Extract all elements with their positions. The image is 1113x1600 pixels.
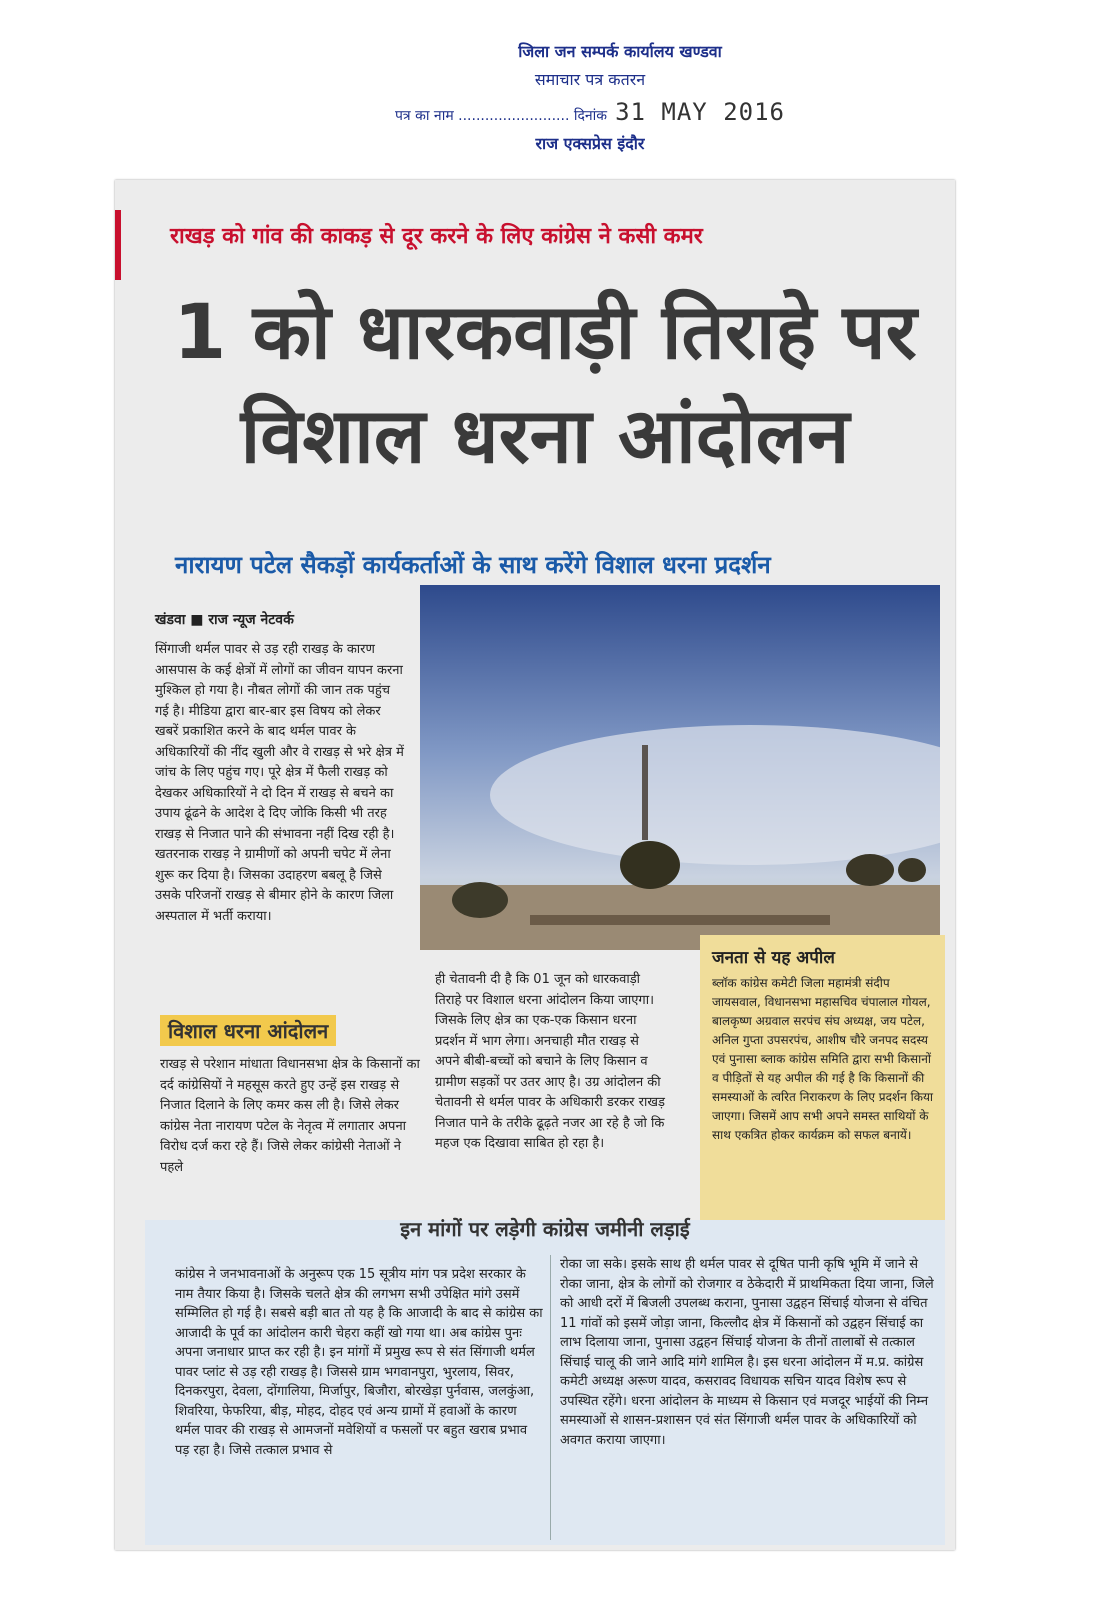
red-accent-bar — [115, 210, 121, 280]
headline-line-1: 1 को धारकवाड़ी तिराहे पर — [173, 287, 917, 376]
press-clipping-stamp — [360, 40, 820, 154]
thermal-plant-photo — [420, 585, 940, 950]
appeal-box — [700, 935, 945, 1235]
article-headline — [150, 280, 940, 488]
demands-column-2: रोका जा सके। इसके साथ ही थर्मल पावर से दूषित पानी कृषि भूमि में जाने से रोका जाना, क्षेत्र के लोगों को रोजगार व ठेकेदारी में प्राथमिकता दिया जाना, जिले को आधी दरों में बिजली उपलब्ध कराना, पुनासा उद्वहन सिंचाई योजना से वंचित 11 गांवों को इसमें जोड़ा जाना, किल्लौद क्षेत्र में किसानों को उद्वहन सिंचाई का लाभ दिलाया जाना, पुनासा उद्वहन सिंचाई योजना के तीनों तालाबों से तत्काल सिंचाई चालू की जाने आदि मांगे शामिल है। इस धरना आंदोलन में म.प्र. कांग्रेस कमेटी अध्यक्ष अरूण यादव, कसरावद विधायक सचिन यादव विशेष रूप से उपस्थित रहेंगे। धरना आंदोलन के माध्यम से किसान एवं मजदूर भाईयों की निम्न समस्याओं से शासन-प्रशासन एवं संत सिंगाजी थर्मल पावर के अधिकारियों को अवगत कराया जाएगा। — [560, 1257, 934, 1448]
demands-box — [145, 1217, 945, 1545]
article-column-3: राखड़ से परेशान मांधाता विधानसभा क्षेत्र के किसानों का दर्द कांग्रेसियों ने महसूस करते हुए उन्हें इस राखड़ से निजात दिलाने के लिए कमर कस ली है। जिसे लेकर कांग्रेस नेता नारायण पटेल के नेतृत्व में लगातार अपना विरोध दर्ज करा रहे हैं। जिसे लेकर कांग्रेसी नेताओं ने पहले — [160, 1057, 420, 1175]
newspaper-clipping — [115, 180, 955, 1550]
stamp-paper-name-label: पत्र का नाम ......................... दिनांक — [394, 108, 608, 124]
stamp-date: 31 MAY 2016 — [615, 98, 786, 126]
article-byline: खंडवा ■ राज न्यूज नेटवर्क — [155, 612, 294, 628]
stamp-paper: राज एक्सप्रेस इंदौर — [535, 134, 645, 153]
article-column-1: सिंगाजी थर्मल पावर से उड़ रही राखड़ के कारण आसपास के कई क्षेत्रों में लोगों का जीवन यापन करना मुश्किल हो गया है। नौबत लोगों की जान तक पहुंच गई है। मीडिया द्वारा बार-बार इस विषय को लेकर खबरें प्रकाशित करने के बाद थर्मल पावर के अधिकारियों की नींद खुली और वे राखड़ से भरे क्षेत्र में जांच के लिए पहुंच गए। पूरे क्षेत्र में फैली राखड़ को देखकर अधिकारियों ने दो दिन में राखड़ से बचने का उपाय ढूंढने के आदेश दे दिए जोकि किसी भी तरह राखड़ से निजात पाने की संभावना नहीं दिख रही है। खतरनाक राखड़ ने ग्रामीणों को अपनी चपेट में लेना शुरू कर दिया है। जिसका उदाहरण बबलू है जिसे उसके परिजनों राखड़ से बीमार होने के कारण जिला अस्पताल में भर्ती कराया। — [155, 642, 404, 924]
section-title: विशाल धरना आंदोलन — [160, 1015, 336, 1046]
column-divider — [550, 1255, 551, 1540]
stamp-office: जिला जन सम्पर्क कार्यालय खण्डवा — [518, 42, 722, 61]
article-subhead: नारायण पटेल सैकड़ों कार्यकर्ताओं के साथ करेंगे विशाल धरना प्रदर्शन — [175, 551, 771, 579]
demands-column-1: कांग्रेस ने जनभावनाओं के अनुरूप एक 15 सूत्रीय मांग पत्र प्रदेश सरकार के नाम तैयार किया है। जिसके चलते क्षेत्र की लगभग सभी उपेक्षित मांगे उसमें सम्मिलित हो गई है। सबसे बड़ी बात तो यह है कि आजादी के बाद से कांग्रेस का आजादी के पूर्व का आंदोलन कारी चेहरा कहीं खो गया था। अब कांग्रेस पुनः अपना जनाधार प्राप्त कर रही है। इन मांगों में प्रमुख रूप से संत सिंगाजी थर्मल पावर प्लांट से उड़ रही राखड़ है। जिससे ग्राम भगवानपुरा, भुरलाय, सिवर, दिनकरपुरा, देवला, दोंगालिया, मिर्जापुर, बिजौरा, बोरखेड़ा पुर्नवास, जलकुंआ, शिवरिया, फेफरिया, बीड़, मोहद, दोहद एवं अन्य ग्रामों में हवाओं के कारण थर्मल पावर की राखड़ से आमजनों मवेशियों व फसलों पर बहुत खराब प्रभाव पड़ रहा है। जिसे तत्काल प्रभाव से — [175, 1267, 543, 1458]
appeal-text: ब्लॉक कांग्रेस कमेटी जिला महामंत्री संदीप जायसवाल, विधानसभा महासचिव चंपालाल गोयल, बालकृष्ण अग्रवाल सरपंच संघ अध्यक्ष, जय पटेल, अनिल गुप्ता उपसरपंच, आशीष चौरे जनपद सदस्य एवं पुनासा ब्लाक कांग्रेस समिति द्वारा सभी किसानों व पीड़ितों से यह अपील की गई है कि किसानों की समस्याओं के त्वरित निराकरण के लिए प्रदर्शन किया जाएगा। जिसमें आप सभी अपने समस्त साथियों के साथ एकत्रित होकर कार्यक्रम को सफल बनायें। — [712, 976, 934, 1142]
stamp-label: समाचार पत्र कतरन — [534, 70, 646, 89]
article-kicker: राखड़ को गांव की काकड़ से दूर करने के लिए कांग्रेस ने कसी कमर — [170, 224, 703, 249]
headline-line-2: विशाल धरना आंदोलन — [240, 391, 850, 480]
article-column-2: ही चेतावनी दी है कि 01 जून को धारकवाड़ी तिराहे पर विशाल धरना आंदोलन किया जाएगा। जिसके लिए क्षेत्र का एक-एक किसान धरना प्रदर्शन में भाग लेगा। अनचाही मौत राखड़ से अपने बीबी-बच्चों को बचाने के लिए किसान व ग्रामीण सड़कों पर उतर आए है। उग्र आंदोलन की चेतावनी से थर्मल पावर के अधिकारी डरकर राखड़ निजात पाने के तरीके ढूढ़ते नजर आ रहे है जो कि महज एक दिखावा साबित हो रहा है। — [435, 972, 665, 1151]
demands-title: इन मांगों पर लड़ेगी कांग्रेस जमीनी लड़ाई — [400, 1217, 690, 1241]
appeal-title: जनता से यह अपील — [712, 948, 835, 968]
